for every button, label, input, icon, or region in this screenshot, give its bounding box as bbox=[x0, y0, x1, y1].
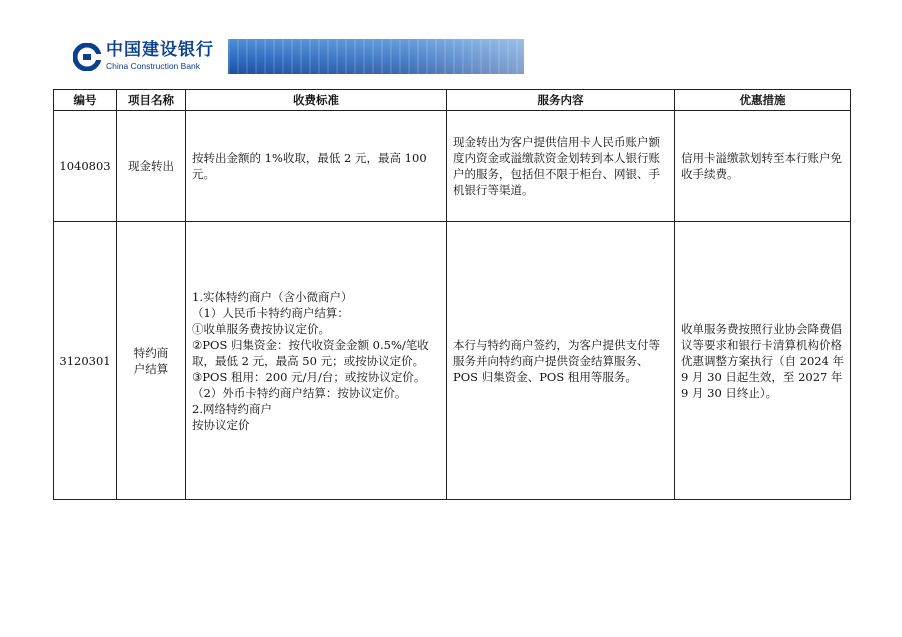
row-fee: 按转出金额的 1%收取，最低 2 元，最高 100 元。 bbox=[186, 111, 447, 222]
fee-line: 2.网络特约商户 bbox=[192, 401, 272, 416]
table-header-row bbox=[54, 90, 851, 111]
bank-logo bbox=[73, 39, 228, 74]
table-row bbox=[54, 222, 851, 500]
row-fee-lines bbox=[186, 222, 447, 500]
row-service: 现金转出为客户提供信用卡人民币账户额度内资金或溢缴款资金划转到本人银行账户的服务，包括但不限于柜台、网银、手机银行等渠道。 bbox=[447, 111, 675, 222]
header-name: 项目名称 bbox=[117, 90, 186, 111]
row-name: 现金转出 bbox=[117, 111, 186, 222]
fee-line: 1.实体特约商户（含小微商户） bbox=[192, 289, 353, 304]
fee-line: ③POS 租用：200 元/月/台；或按协议定价。 bbox=[192, 369, 426, 384]
row-name: 特约商户结算 bbox=[117, 222, 186, 500]
row-code: 1040803 bbox=[54, 111, 117, 222]
fee-line: （2）外币卡特约商户结算：按协议定价。 bbox=[192, 385, 407, 400]
header-service: 服务内容 bbox=[447, 90, 675, 111]
bank-header-banner bbox=[73, 39, 524, 74]
bank-name-en: China Construction Bank bbox=[106, 61, 201, 72]
row-promo: 信用卡溢缴款划转至本行账户免收手续费。 bbox=[675, 111, 851, 222]
fee-schedule-table bbox=[53, 89, 851, 500]
banner-building-image bbox=[228, 39, 524, 74]
fee-line: ②POS 归集资金：按代收资金金额 0.5%/笔收取，最低 2 元，最高 50 元；或按协议定价。 bbox=[192, 337, 429, 368]
row-code: 3120301 bbox=[54, 222, 117, 500]
header-code: 编号 bbox=[54, 90, 117, 111]
header-promo: 优惠措施 bbox=[675, 90, 851, 111]
fee-line: ①收单服务费按协议定价。 bbox=[192, 321, 330, 336]
fee-line: （1）人民币卡特约商户结算： bbox=[192, 305, 349, 320]
table-row bbox=[54, 111, 851, 222]
row-promo: 收单服务费按照行业协会降费倡议等要求和银行卡清算机构价格优惠调整方案执行（自 2024 年 9 月 30 日起生效，至 2027 年 9 月 30 日终止）。 bbox=[675, 222, 851, 500]
header-fee: 收费标准 bbox=[186, 90, 447, 111]
fee-line: 按协议定价 bbox=[192, 417, 250, 432]
ccb-logo-icon bbox=[73, 43, 101, 71]
bank-name-cn: 中国建设银行 bbox=[106, 40, 214, 61]
row-service: 本行与特约商户签约，为客户提供支付等服务并向特约商户提供资金结算服务、POS 归集资金、POS 租用等服务。 bbox=[447, 222, 675, 500]
